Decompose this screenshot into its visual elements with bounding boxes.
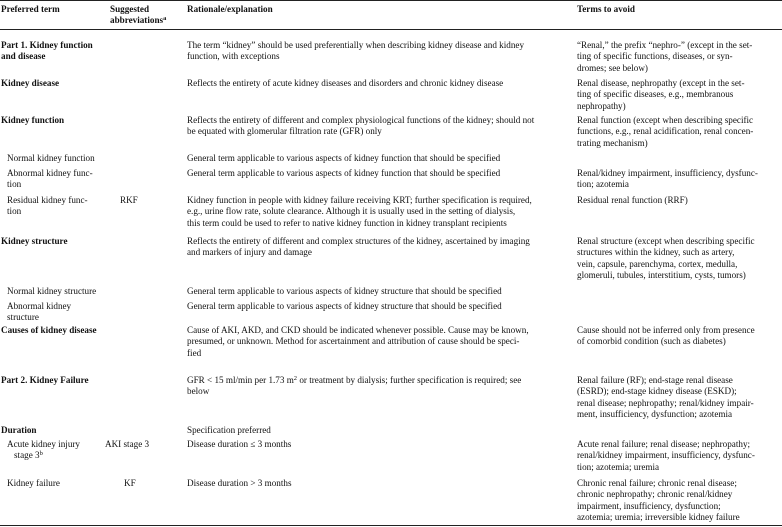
row-residual-kidney-function-rationale-line2: e.g., urine flow rate, solute clearance. Although it is usually used in the setting of dialysis, [187, 206, 516, 217]
row-aki-stage3-abbr: AKI stage 3 [105, 439, 150, 449]
row-abnormal-kidney-structure-term-line1: Abnormal kidney [7, 301, 72, 311]
row-aki-stage3-footnote: b [39, 450, 43, 458]
row-abnormal-kidney-structure-rationale: General term applicable to various aspects of kidney structure that should be specified [187, 301, 502, 311]
row-kidney-failure-rationale: Disease duration > 3 months [187, 478, 292, 488]
row-part2-avoid-line2: (ESRD); end-stage kidney disease (ESKD); [577, 386, 737, 397]
row-causes-avoid-line2: of comorbid condition (such as diabetes) [577, 336, 726, 347]
row-residual-kidney-function-avoid: Residual renal function (RRF) [577, 195, 688, 205]
header-abbreviations-footnote: a [163, 15, 167, 23]
row-abnormal-kidney-function-rationale: General term applicable to various aspects of kidney function that should be specified [187, 168, 501, 178]
row-abnormal-kidney-function-avoid-line1: Renal/kidney impairment, insufficiency, dysfunc- [577, 168, 758, 178]
row-causes-rationale [187, 325, 529, 359]
row-kidney-disease-avoid-line3: nephropathy) [577, 100, 626, 111]
row-kidney-structure-rationale-line2: and markers of injury and damage [187, 247, 312, 258]
row-part2-avoid-line3: renal disease; nephropathy; renal/kidney impair- [577, 397, 754, 408]
row-kidney-disease-avoid [577, 78, 745, 112]
row-kidney-structure-avoid-line1: Renal structure (except when describing specific [577, 236, 755, 246]
row-abnormal-kidney-structure-term-line2: structure [7, 312, 39, 323]
row-part1-avoid-line3: dromes; see below) [577, 62, 648, 73]
row-abnormal-kidney-function-term-line2: tion [7, 179, 22, 190]
row-kidney-failure-abbr: KF [124, 478, 136, 488]
row-kidney-failure-term: Kidney failure [7, 478, 60, 488]
row-part1-rationale-line1: The term “kidney” should be used preferentially when describing kidney disease and kidney [187, 40, 525, 50]
row-normal-kidney-structure-term: Normal kidney structure [7, 286, 97, 296]
row-kidney-structure-avoid-line3: vein, capsule, parenchyma, cortex, medulla, [577, 258, 738, 269]
row-part1-term [1, 40, 93, 63]
row-kidney-failure-avoid [577, 478, 740, 524]
row-part2-term: Part 2. Kidney Failure [1, 375, 89, 385]
header-abbreviations [110, 4, 166, 27]
table-top-rule [0, 0, 782, 1]
header-terms-to-avoid: Terms to avoid [577, 4, 635, 14]
row-aki-stage3-avoid-line3: tion; azotemia; uremia [577, 461, 660, 472]
row-part1-term-line2: and disease [1, 51, 46, 62]
header-rationale: Rationale/explanation [187, 4, 273, 14]
table-bottom-rule [0, 525, 782, 526]
row-abnormal-kidney-function-term-line1: Abnormal kidney func- [7, 168, 93, 178]
row-residual-kidney-function-term-line2: tion [7, 206, 22, 217]
row-normal-kidney-structure-rationale: General term applicable to various aspects of kidney structure that should be specified [187, 286, 502, 296]
row-causes-term: Causes of kidney disease [1, 325, 97, 335]
row-part2-rationale-line2: below [187, 386, 210, 397]
row-part2-avoid [577, 375, 754, 421]
row-part1-rationale-line2: function, with exceptions [187, 51, 280, 62]
row-part2-rationale-sup: 2 [293, 375, 298, 382]
header-abbreviations-line2: abbreviations [110, 15, 164, 26]
row-abnormal-kidney-structure-term [7, 301, 71, 324]
row-kidney-failure-avoid-line3: impairment, insufficiency, dysfunction; [577, 500, 721, 511]
row-kidney-function-rationale-line2: be equated with glomerular filtration rate (GFR) only [187, 126, 382, 137]
header-preferred-term: Preferred term [1, 4, 60, 14]
header-abbreviations-line1: Suggested [110, 4, 150, 14]
row-causes-rationale-line1: Cause of AKI, AKD, and CKD should be indicated whenever possible. Cause may be known, [187, 325, 529, 335]
row-kidney-failure-avoid-line4: azotemia; uremia; irreversible kidney failure [577, 512, 740, 523]
row-part1-avoid-line2: ting of specific functions, diseases, or syn- [577, 51, 733, 62]
row-part2-rationale [187, 375, 521, 398]
row-part2-avoid-line4: ment, insufficiency, dysfunction; azotemia [577, 409, 733, 420]
row-kidney-disease-avoid-line1: Renal disease, nephropathy (except in the set- [577, 78, 745, 88]
row-normal-kidney-function-rationale: General term applicable to various aspects of kidney function that should be specified [187, 153, 501, 163]
row-residual-kidney-function-abbr: RKF [120, 195, 138, 205]
row-abnormal-kidney-function-term [7, 168, 93, 191]
row-kidney-structure-avoid-line2: structures within the kidney, such as artery, [577, 247, 735, 258]
row-kidney-function-avoid [577, 115, 753, 149]
row-kidney-disease-rationale: Reflects the entirety of acute kidney diseases and disorders and chronic kidney disease [187, 78, 504, 88]
row-kidney-failure-avoid-line2: chronic nephropathy; chronic renal/kidney [577, 489, 733, 500]
row-kidney-function-rationale-line1: Reflects the entirety of different and complex physiological functions of the kidney; should not [187, 115, 535, 125]
row-residual-kidney-function-rationale-line1: Kidney function in people with kidney failure receiving KRT; further specification is required, [187, 195, 532, 205]
row-duration-term: Duration [1, 425, 37, 435]
row-causes-avoid [577, 325, 755, 348]
row-abnormal-kidney-function-avoid-line2: tion; azotemia [577, 179, 629, 190]
row-causes-rationale-line2: presumed, or unknown. Method for ascertainment and attribution of cause should be speci- [187, 336, 520, 347]
header-rule [0, 29, 782, 30]
row-aki-stage3-term-line2: stage 3 [14, 450, 40, 461]
row-part1-term-line1: Part 1. Kidney function [1, 40, 93, 50]
row-causes-rationale-line3: fied [187, 347, 202, 358]
row-kidney-structure-avoid-line4: glomeruli, tubules, interstitium, cysts, tumors) [577, 270, 746, 281]
row-kidney-failure-avoid-line1: Chronic renal failure; chronic renal disease; [577, 478, 737, 488]
row-kidney-structure-rationale-line1: Reflects the entirety of different and complex structures of the kidney, ascertained by imaging [187, 236, 530, 246]
row-kidney-disease-term: Kidney disease [1, 78, 60, 88]
row-aki-stage3-rationale: Disease duration ≤ 3 months [187, 439, 292, 449]
row-normal-kidney-function-term: Normal kidney function [7, 153, 95, 163]
row-kidney-structure-rationale [187, 236, 530, 259]
row-part2-rationale-line1b: or treatment by dialysis; further specification is required; see [297, 375, 522, 385]
row-part1-rationale [187, 40, 524, 63]
row-aki-stage3-avoid [577, 439, 755, 473]
row-aki-stage3-avoid-line1: Acute renal failure; renal disease; nephropathy; [577, 439, 751, 449]
row-part2-rationale-line1a: GFR < 15 ml/min per 1.73 m [187, 375, 294, 385]
row-duration-rationale: Specification preferred [187, 425, 271, 435]
row-kidney-disease-avoid-line2: ting of specific diseases, e.g., membranous [577, 89, 734, 100]
row-kidney-function-term: Kidney function [1, 115, 65, 125]
row-kidney-structure-term: Kidney structure [1, 236, 68, 246]
row-residual-kidney-function-term-line1: Residual kidney func- [7, 195, 88, 205]
row-abnormal-kidney-function-avoid [577, 168, 758, 191]
row-aki-stage3-term [7, 439, 80, 462]
row-kidney-function-rationale [187, 115, 534, 138]
row-kidney-function-avoid-line3: trating mechanism) [577, 137, 648, 148]
row-aki-stage3-avoid-line2: renal/kidney impairment, insufficiency, dysfunc- [577, 450, 755, 461]
row-part1-avoid-line1: “Renal,” the prefix “nephro-” (except in the set- [577, 40, 753, 50]
row-part2-avoid-line1: Renal failure (RF); end-stage renal disease [577, 375, 733, 385]
row-kidney-function-avoid-line1: Renal function (except when describing specific [577, 115, 754, 125]
row-part1-avoid [577, 40, 752, 74]
row-kidney-structure-avoid [577, 236, 755, 282]
row-kidney-function-avoid-line2: functions, e.g., renal acidification, renal concen- [577, 126, 754, 137]
row-residual-kidney-function-term [7, 195, 88, 218]
row-causes-avoid-line1: Cause should not be inferred only from presence [577, 325, 755, 335]
row-residual-kidney-function-rationale [187, 195, 532, 229]
row-residual-kidney-function-rationale-line3: this term could be used to refer to native kidney function in kidney transplant recipients [187, 217, 507, 228]
row-aki-stage3-term-line1: Acute kidney injury [7, 439, 80, 449]
